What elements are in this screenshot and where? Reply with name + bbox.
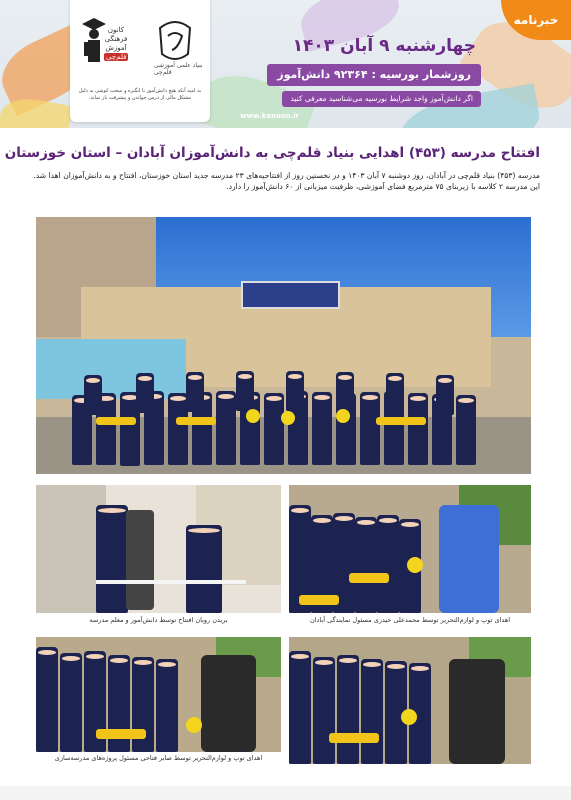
photo-school-sign bbox=[241, 281, 340, 309]
gift-heidari-photo bbox=[289, 485, 531, 613]
website-link[interactable]: www.kanoon.ir bbox=[240, 112, 300, 120]
gift-fattahi-caption: اهدای توپ و لوازم‌التحریر توسط صابر فتاحی مسئول پروژه‌های مدرسه‌سازی bbox=[54, 754, 263, 762]
article-body bbox=[30, 170, 540, 192]
article-paragraph: این مدرسه ۲ کلاسه با زیربنای ۷۵ مترمربع فضای آموزشی، ظرفیت میزبانی از ۶۰ دانش‌آموز را دارد. bbox=[226, 182, 540, 191]
article-paragraph: مدرسه (۴۵۳) بنیاد قلم‌چی در آبادان، روز دوشنبه ۷ آبان ۱۴۰۳ و در نخستین روز از افتتاحیه‌های ۲۳ مدرسه جدید استان خوزستان، افتتاح و به دانش‌آموزان اهدا شد. bbox=[33, 171, 540, 180]
gift-heidari-caption: اهدای توپ و لوازم‌التحریر توسط محمدعلی حیدری مسئول نمایندگی آبادان bbox=[309, 616, 511, 624]
gift-fattahi-photo-2 bbox=[289, 637, 531, 764]
seal-caption: بنیاد علمی آموزشی قلم‌چی bbox=[154, 62, 203, 76]
photo-mural bbox=[36, 339, 186, 399]
main-group-photo bbox=[36, 217, 531, 474]
page-footer-bar bbox=[0, 786, 571, 800]
ribbon-cutting-caption: بریدن روبان افتتاح توسط دانش‌آموز و معلم مدرسه bbox=[89, 616, 228, 624]
logo-caption: به امید آنکه هیچ دانش‌آموز با انگیزه و سخت کوشی به دلیل مشکل مالی از درس خواندن و پیشرفت باز نماند. bbox=[78, 88, 202, 101]
ribbon-cutting-photo bbox=[36, 485, 281, 613]
article-title: افتتاح مدرسه (۴۵۳) اهدایی بنیاد قلم‌چی به دانش‌آموزان آبادان – استان خوزستان bbox=[4, 145, 540, 161]
referral-notice: اگر دانش‌آموز واجد شرایط بورسیه می‌شناسید معرفی کنید bbox=[282, 91, 481, 107]
newsletter-badge: خبرنامه bbox=[501, 0, 571, 40]
kanoon-logo-text: کانون فرهنگی آموزش قلم‌چی bbox=[104, 26, 128, 61]
gift-fattahi-photo-1 bbox=[36, 637, 281, 752]
logo-panel bbox=[70, 0, 210, 122]
issue-date: چهارشنبه ۹ آبان ۱۴۰۳ bbox=[292, 36, 476, 56]
scholarship-counter: روزشمار بورسیه : ۹۲۳۶۴ دانش‌آموز bbox=[267, 64, 481, 86]
newsletter-header bbox=[0, 0, 571, 128]
